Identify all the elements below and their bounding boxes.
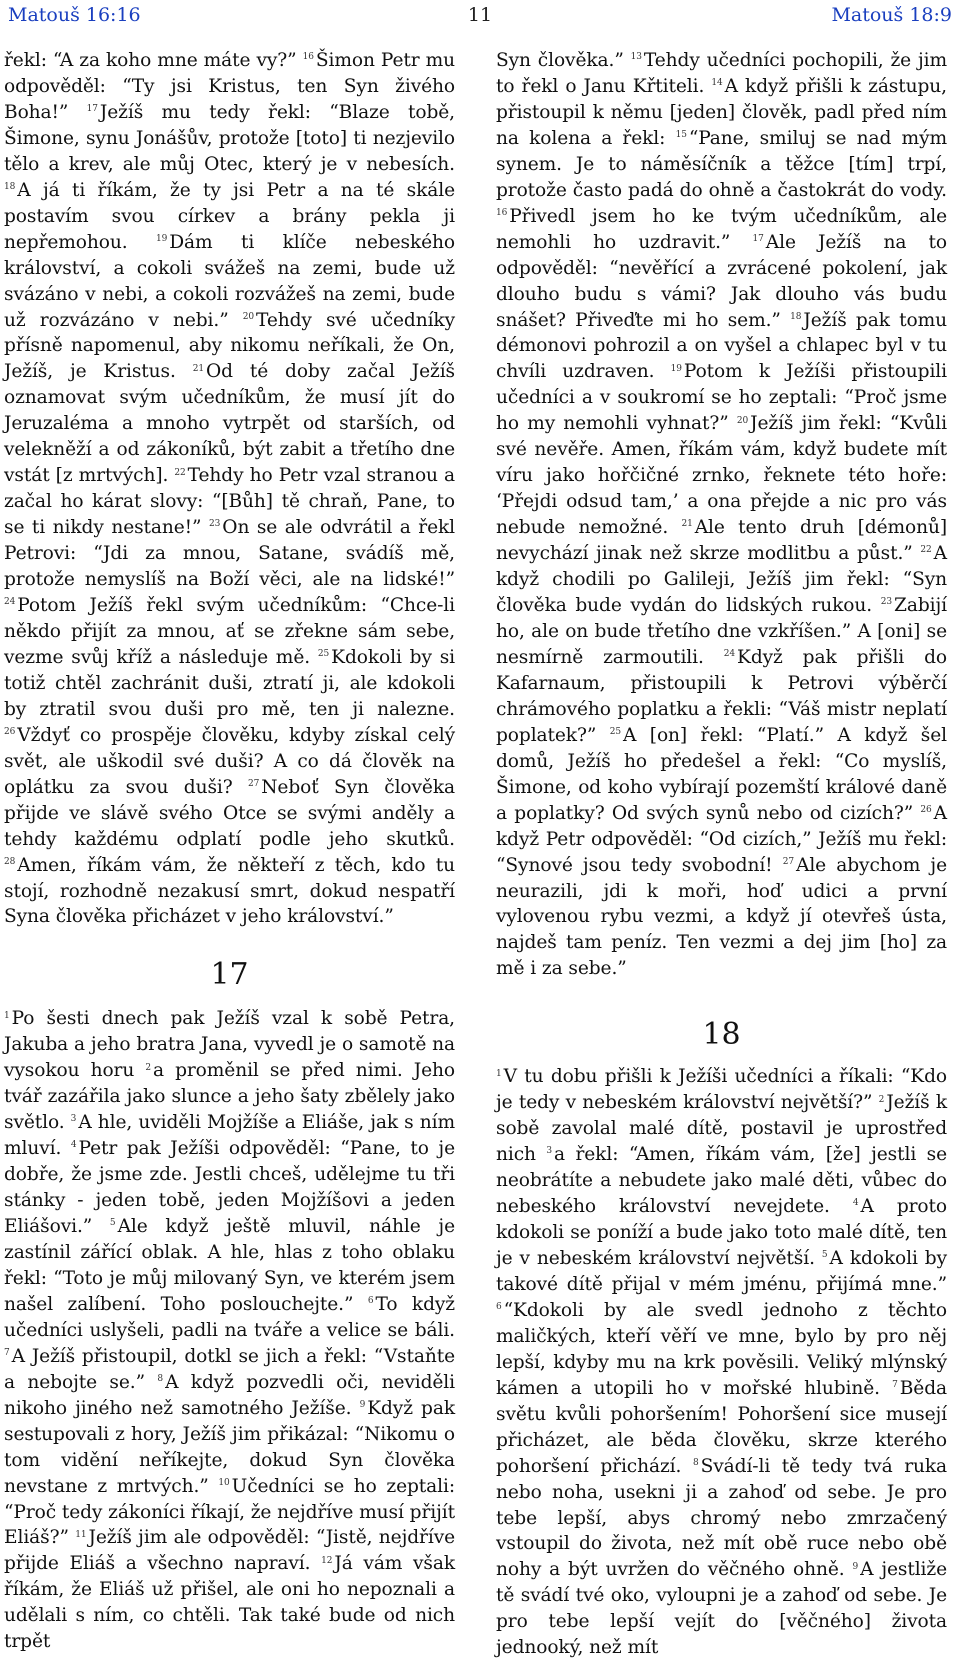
verse-number: 19: [155, 233, 168, 244]
verse-text: a řekl: “Amen, říkám vám, [že] jestli se neobrátíte a nebudete jako malé děti, vůbec do nebeského království nevejdete.: [496, 1144, 947, 1218]
verse-number: 23: [209, 519, 221, 530]
verse-number: 3: [546, 1146, 553, 1157]
verse-text: Petr pak Ježíši odpověděl: “Pane, to je dobře, že jsme zde. Jestli chceš, udělejme tu tři stánky - jeden tobě, jeden Mojžíšovi a jeden Eliášovi.”: [4, 1138, 455, 1238]
verse-text: Běda světu kvůli pohoršením! Pohoršení sice musejí přicházet, ale běda člověku, skrze kterého pohoršení přichází.: [496, 1377, 947, 1477]
verse-number: 10: [218, 1477, 230, 1488]
verse-text: Ježíš pak tomu démonovi pohrozil a on vyšel a chlapec byl v tu chvíli uzdraven.: [496, 309, 947, 383]
verse-number: 1: [4, 1010, 10, 1021]
verse: [496, 1300, 947, 1399]
verse-number: 26: [4, 727, 16, 738]
verse-text: A Ježíš přistoupil, dotkl se jich a řekl: “Vstaňte a nebojte se.”: [4, 1345, 455, 1393]
verse-number: 6: [367, 1296, 374, 1307]
verse-text: A kdokoli by takové dítě přijal v mém jménu, přijímá mne.”: [496, 1247, 948, 1295]
verse-number: 5: [109, 1218, 116, 1229]
verse-text: To když učedníci uslyšeli, padli na tváře a velice se báli.: [4, 1293, 455, 1341]
verse-text: Dám ti klíče nebeského království, a cokoli svážeš na zemi, bude už svázáno v nebi, a cokoli rozvážeš na zemi, bude už rozvázáno v nebi.”: [4, 231, 456, 331]
verse-text: Ježíš k sobě zavolal malé dítě, postavil je uprostřed nich: [496, 1092, 947, 1166]
verse-text: Kdokoli by si totiž chtěl zachránit duši, ztratí ji, ale kdokoli by ztratil svou duši pro mě, ten ji nalezne.: [4, 646, 455, 720]
page-number: 11: [467, 4, 493, 26]
left-intro-text: [4, 48, 455, 930]
verse-text: Potom Ježíš řekl svým učedníkům: “Chce-li někdo přijít za mnou, ať se zřekne sám sebe, vezme svůj kříž a následuje mě.: [4, 595, 455, 668]
verse-number: 20: [736, 415, 749, 426]
verse-text: Tehdy své učedníky přísně napomenul, aby nikomu neříkali, že On, Ježíš, je Kristus.: [4, 309, 456, 383]
verse-text: Když pak přišli do Kafarnaum, přistoupili k Petrovi výběrčí chrámového poplatku a řekli: “Váš mistr neplatí poplatek?”: [496, 646, 947, 746]
verse-text: “Kdokoli by ale svedl jednoho z těchto maličkých, kteří věří ve mne, bylo by pro něj lepší, kdyby mu na krk pověsili. Veliký mlýnský kámen a utopili ho v mořské hlubině.: [496, 1299, 947, 1399]
page-header: [0, 4, 960, 32]
running-head-right: Matouš 18:9: [831, 4, 952, 26]
verse-text: Ježíš jim ale odpověděl: “Jistě, nejdříve přijde Eliáš a všechno napraví.: [4, 1527, 456, 1575]
verse-text: Svádí-li tě tedy tvá ruka nebo noha, usekni ji a zahoď od sebe. Je pro tebe lepší, abys chromý nebo zmrzačený vstoupil do života, než mít obě ruce nebo obě nohy a být uvržen do věčného ohně.: [496, 1455, 948, 1581]
verse: [496, 50, 624, 71]
verse-number: 15: [675, 130, 687, 141]
verse-text: Amen, říkám vám, že někteří z těch, kdo tu stojí, rozhodně nezakusí smrt, dokud nespatří Syna člověka přicházet v jeho království.”: [4, 854, 455, 928]
chapter-number-17: 17: [210, 957, 249, 993]
verse: [4, 102, 455, 175]
running-head-left: Matouš 16:16: [8, 4, 141, 26]
verse-number: 1: [496, 1068, 502, 1079]
verse-number: 21: [192, 363, 204, 374]
verse-number: 2: [878, 1094, 885, 1105]
verse-number: 3: [70, 1114, 77, 1125]
verse-text: A když chodili po Galileji, Ježíš jim řekl: “Syn člověka bude vydán do lidských rukou.: [496, 543, 947, 617]
verse-text: Ale abychom je neurazili, jdi k moři, hoď udici a první vylovenou rybu vezmi, a když jí otevřeš ústa, najdeš tam peníz. Ten vezmi a dej jim [ho] za mě i za sebe.”: [496, 854, 948, 980]
verse-number: 2: [145, 1062, 151, 1073]
verse-text: Já vám však říkám, že Eliáš už přišel, ale oni ho nepoznali a udělali s ním, co chtěli. Tak také bude od nich trpět: [4, 1553, 455, 1653]
verse-text: Potom k Ježíši přistoupili učedníci a v soukromí se ho zeptali: “Proč jsme ho my nemohli vyhnat?”: [496, 361, 947, 435]
verse-number: 20: [242, 311, 254, 322]
verse-text: Učedníci se ho zeptali: “Proč tedy zákoníci říkají, že nejdříve musí přijít Eliáš?”: [4, 1475, 456, 1549]
verse-text: řekl: “A za koho mne máte vy?”: [4, 50, 297, 71]
verse-number: 7: [4, 1348, 10, 1359]
chapter-number-18: 18: [702, 1017, 741, 1053]
verse-number: 16: [496, 207, 508, 218]
verse-text: Tehdy ho Petr vzal stranou a začal ho kárat slovy: “[Bůh] tě chraň, Pane, to se ti nikdy nestane!”: [4, 465, 456, 539]
verse: [4, 855, 455, 928]
verse-text: Když pak sestupovali z hory, Ježíš jim přikázal: “Nikomu o tom vidění neříkejte, dokud Syn člověka nevstane z mrtvých.”: [4, 1397, 455, 1497]
chapter-17-text: [4, 1006, 455, 1655]
verse-number: 18: [4, 182, 16, 193]
verse-text: Ale když ještě mluvil, náhle je zastínil zářící oblak. A hle, hlas z toho oblaku řekl: “Toto je můj milovaný Syn, ve kterém jsem našel zalíbení. Toho poslouchejte.”: [4, 1216, 455, 1315]
verse-text: Ježíš mu tedy řekl: “Blaze tobě, Šimone, synu Jonášův, protože [toto] ti nezjevilo tělo a krev, ale můj Otec, který je v nebesích.: [4, 101, 455, 175]
verse-number: 28: [4, 856, 16, 867]
verse-text: Ale tento druh [démonů] nevychází jinak než skrze modlitbu a půst.”: [496, 517, 948, 565]
right-column: [496, 48, 947, 1661]
verse-text: A hle, uviděli Mojžíše a Eliáše, jak s ním mluví.: [4, 1112, 455, 1160]
verse-number: 23: [880, 597, 893, 608]
verse-text: Vždyť co prospěje člověku, kdyby získal celý svět, ale uškodil své duši? A co dá člověk na oplátku za svou duši?: [4, 724, 455, 798]
verse-text: Šimon Petr mu odpověděl: “Ty jsi Kristus, ten Syn živého Boha!”: [4, 50, 456, 123]
verse-number: 4: [70, 1140, 77, 1151]
verse-number: 25: [317, 649, 330, 660]
verse-text: Neboť Syn člověka přijde ve slávě svého Otce se svými anděly a tehdy každému odplatí podle jeho skutků.: [4, 776, 455, 850]
verse-text: Ale Ježíš na to odpověděl: “nevěřící a zvrácené pokolení, jak dlouho budu s vámi? Jak dlouho vás budu snášet? Přiveďte mi ho sem.”: [496, 231, 947, 331]
verse-number: 17: [86, 104, 98, 115]
verse-text: A já ti říkám, že ty jsi Petr a na té skále postavím svou církev a brány pekla ji nepřemohou.: [4, 179, 455, 253]
verse-number: 9: [359, 1399, 366, 1410]
verse-number: 4: [852, 1198, 859, 1209]
verse-number: 14: [711, 78, 723, 89]
verse-number: 22: [174, 467, 186, 478]
verse-number: 27: [782, 856, 794, 867]
verse-number: 7: [892, 1380, 898, 1390]
verse-text: “Pane, smiluj se nad mým synem. Je to náměsíčník a těžce [tím] trpí, protože často padá do ohně a častokrát do vody.: [496, 127, 948, 201]
verse-text: V tu dobu přišli k Ježíši učedníci a říkali: “Kdo je tedy v nebeském království největší?”: [496, 1066, 947, 1114]
verse-number: 8: [157, 1374, 164, 1384]
verse-number: 12: [321, 1555, 333, 1566]
verse: [4, 50, 297, 71]
verse-number: 13: [630, 52, 642, 63]
verse-number: 11: [75, 1529, 87, 1540]
verse-number: 25: [609, 727, 621, 738]
verse-text: A když pozvedli oči, neviděli nikoho jiného než samotného Ježíše.: [4, 1371, 455, 1419]
verse-number: 21: [681, 519, 693, 530]
verse-text: Syn člověka.”: [496, 50, 624, 71]
verse-number: 6: [496, 1302, 502, 1313]
verse-text: a proměnil se před nimi. Jeho tvář zazářila jako slunce a jeho šaty zbělely jako světlo.: [4, 1060, 456, 1134]
verse-number: 5: [821, 1250, 828, 1261]
verse-text: A když přišli k zástupu, přistoupil k němu [jeden] člověk, padl před ním na kolena a řekl:: [496, 75, 947, 149]
verse-text: A proto kdokoli se poníží a bude jako toto malé dítě, ten je v nebeském království největší.: [496, 1196, 947, 1269]
verse-number: 8: [692, 1457, 699, 1468]
verse-text: A když Petr odpověděl: “Od cizích,” Ježíš mu řekl: “Synové jsou tedy svobodní!: [496, 802, 947, 876]
verse-text: A jestliže tě svádí tvé oko, vyloupni je a zahoď od sebe. Je pro tebe lepší vejít do [věčného] života jednooký, než mít: [496, 1559, 948, 1659]
verse-text: Po šesti dnech pak Ježíš vzal k sobě Petra, Jakuba a jeho bratra Jana, vyvedl je o samotě na vysokou horu: [4, 1008, 455, 1082]
left-column: [4, 48, 455, 1655]
chapter-18-text: [496, 1064, 947, 1661]
verse-text: Ježíš jim řekl: “Kvůli své nevěře. Amen, říkám vám, když budete mít víru jako hořčičné zrnko, řeknete této hoře: ‘Přejdi odsud tam,’ a ona přejde a nic pro vás nebude nemožné.: [496, 413, 947, 539]
verse-number: 16: [302, 52, 314, 63]
verse-text: On se ale odvrátil a řekl Petrovi: “Jdi za mnou, Satane, svádíš mě, protože nemyslíš na Boží věci, ale na lidské!”: [4, 517, 455, 591]
verse-text: Od té doby začal Ježíš oznamovat svým učedníkům, že musí jít do Jeruzaléma a mnoho vytrpět od starších, od velekněží a od zákoníků, být zabit a třetího dne vstát [z mrtvých].: [4, 361, 455, 487]
verse-number: 24: [723, 649, 736, 660]
verse-text: Přivedl jsem ho ke tvým učedníkům, ale nemohli ho uzdravit.”: [496, 205, 947, 253]
verse-number: 17: [752, 233, 764, 244]
verse-number: 19: [670, 363, 682, 374]
verse-number: 9: [852, 1561, 859, 1572]
right-intro-text: [496, 48, 947, 982]
verse-text: A [on] řekl: “Platí.” A když šel domů, Ježíš ho předešel a řekl: “Co myslíš, Šimone, od koho vybírají pozemští králové daně a poplatky? Od svých synů nebo od cizích?”: [496, 724, 948, 824]
verse-number: 18: [790, 311, 802, 322]
verse-number: 27: [248, 778, 260, 789]
verse-number: 26: [920, 804, 932, 815]
verse-number: 24: [4, 597, 16, 608]
verse-text: Zabijí ho, ale on bude třetího dne vzkříšen.” A [oni] se nesmírně zarmoutili.: [496, 595, 947, 668]
verse-number: 22: [920, 545, 932, 556]
verse-text: Tehdy učedníci pochopili, že jim to řekl o Janu Křtiteli.: [496, 50, 948, 97]
